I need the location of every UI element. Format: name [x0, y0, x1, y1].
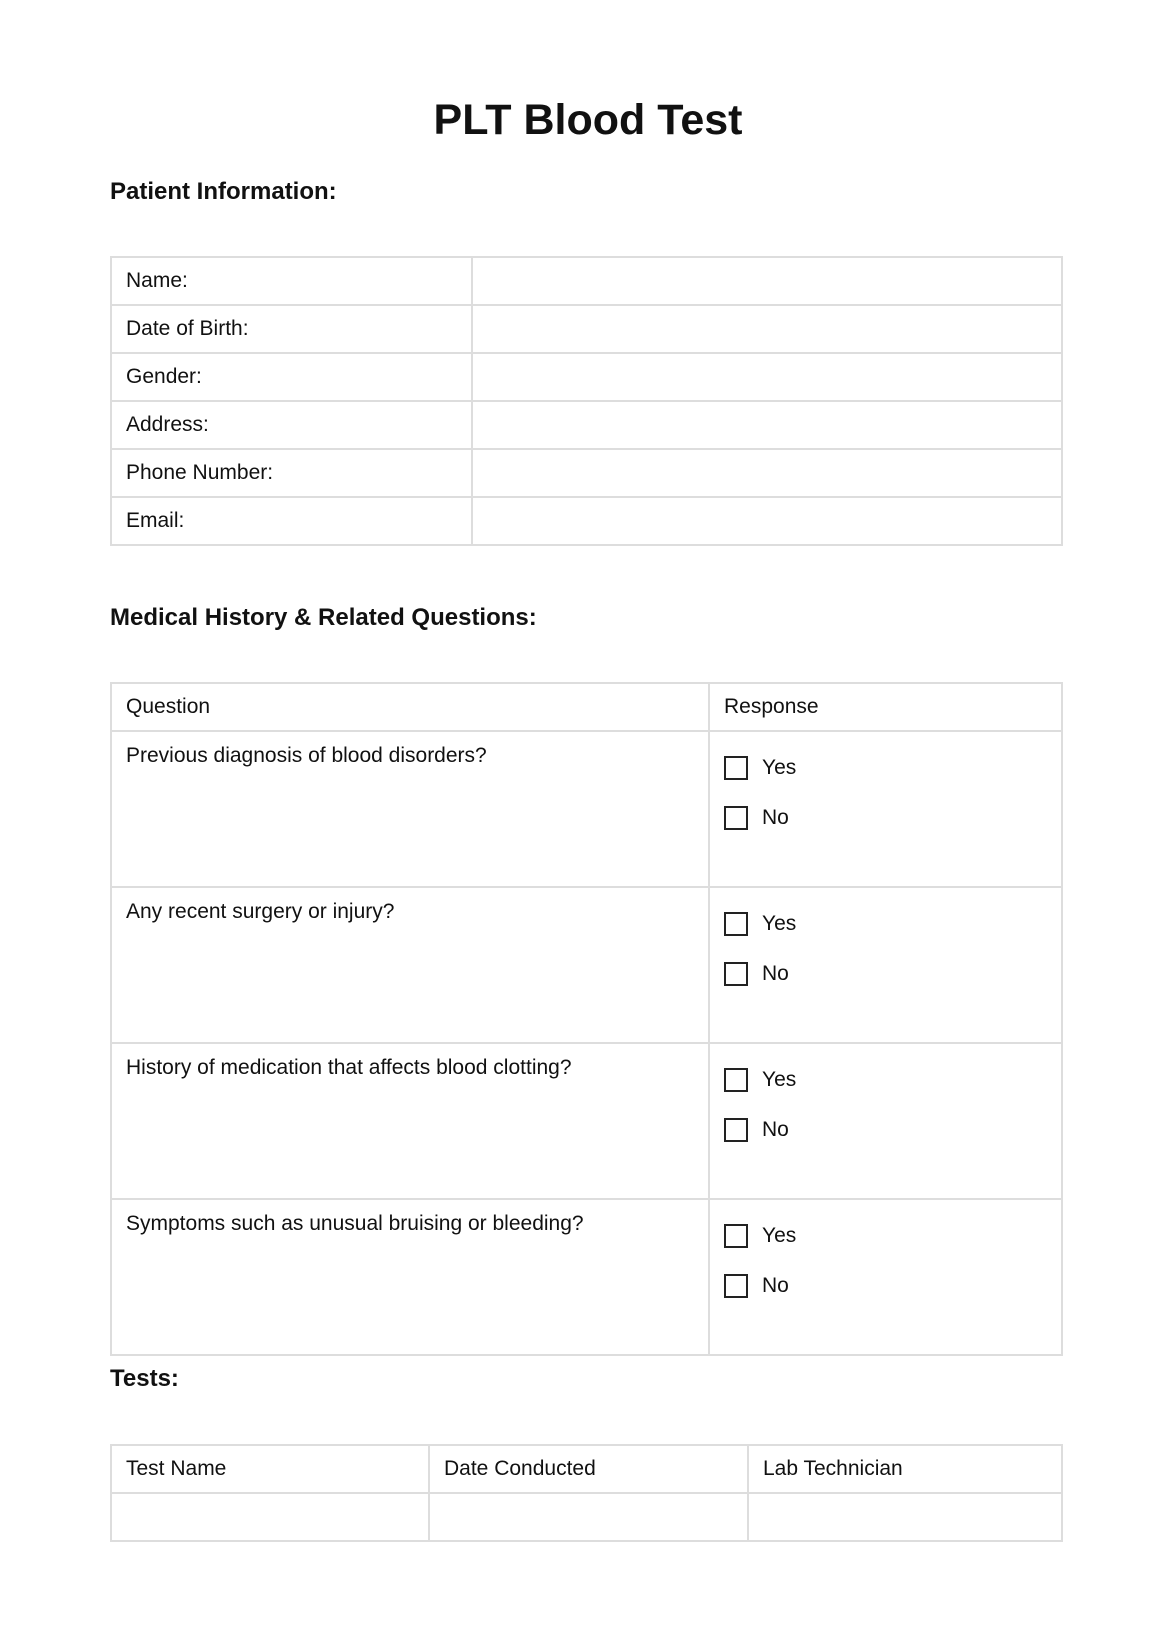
yes-option[interactable] [724, 1222, 1047, 1250]
address-field[interactable] [472, 401, 1062, 449]
no-label: No [762, 1274, 789, 1297]
lab-technician-field[interactable] [748, 1493, 1062, 1541]
yes-label: Yes [762, 912, 797, 935]
checkbox-icon[interactable] [724, 806, 748, 830]
table-row [111, 887, 1062, 1043]
checkbox-icon[interactable] [724, 1224, 748, 1248]
gender-field[interactable] [472, 353, 1062, 401]
yes-option[interactable] [724, 1066, 1047, 1094]
lab-technician-header: Lab Technician [748, 1445, 1062, 1493]
question-text: Any recent surgery or injury? [111, 887, 709, 1043]
field-label: Address: [111, 401, 472, 449]
checkbox-icon[interactable] [724, 756, 748, 780]
medical-history-table [110, 682, 1063, 1356]
field-label: Date of Birth: [111, 305, 472, 353]
checkbox-icon[interactable] [724, 962, 748, 986]
question-text: History of medication that affects blood clotting? [111, 1043, 709, 1199]
no-option[interactable] [724, 1116, 1047, 1144]
response-header: Response [709, 683, 1062, 731]
email-field[interactable] [472, 497, 1062, 545]
phone-field[interactable] [472, 449, 1062, 497]
date-conducted-field[interactable] [429, 1493, 748, 1541]
response-cell [709, 887, 1062, 1043]
checkbox-icon[interactable] [724, 1118, 748, 1142]
checkbox-icon[interactable] [724, 1068, 748, 1092]
question-header: Question [111, 683, 709, 731]
field-label: Email: [111, 497, 472, 545]
yes-label: Yes [762, 1068, 797, 1091]
yes-label: Yes [762, 756, 797, 779]
no-label: No [762, 962, 789, 985]
yes-label: Yes [762, 1224, 797, 1247]
no-option[interactable] [724, 1272, 1047, 1300]
checkbox-icon[interactable] [724, 1274, 748, 1298]
patient-info-heading: Patient Information: [110, 178, 337, 205]
tests-table [110, 1444, 1063, 1542]
response-cell [709, 731, 1062, 887]
table-header-row [111, 1445, 1062, 1493]
table-row [111, 353, 1062, 401]
table-row [111, 449, 1062, 497]
table-row [111, 1199, 1062, 1355]
table-row [111, 401, 1062, 449]
response-cell [709, 1199, 1062, 1355]
table-row [111, 497, 1062, 545]
yes-option[interactable] [724, 910, 1047, 938]
table-row [111, 1493, 1062, 1541]
table-row [111, 305, 1062, 353]
dob-field[interactable] [472, 305, 1062, 353]
table-row [111, 731, 1062, 887]
date-conducted-header: Date Conducted [429, 1445, 748, 1493]
table-row [111, 257, 1062, 305]
field-label: Phone Number: [111, 449, 472, 497]
checkbox-icon[interactable] [724, 912, 748, 936]
field-label: Gender: [111, 353, 472, 401]
no-option[interactable] [724, 960, 1047, 988]
no-option[interactable] [724, 804, 1047, 832]
test-name-header: Test Name [111, 1445, 429, 1493]
medical-history-heading: Medical History & Related Questions: [110, 604, 537, 631]
name-field[interactable] [472, 257, 1062, 305]
table-row [111, 1043, 1062, 1199]
no-label: No [762, 806, 789, 829]
field-label: Name: [111, 257, 472, 305]
test-name-field[interactable] [111, 1493, 429, 1541]
yes-option[interactable] [724, 754, 1047, 782]
no-label: No [762, 1118, 789, 1141]
question-text: Previous diagnosis of blood disorders? [111, 731, 709, 887]
tests-heading: Tests: [110, 1365, 179, 1392]
patient-info-table [110, 256, 1063, 546]
page-title: PLT Blood Test [433, 96, 743, 144]
question-text: Symptoms such as unusual bruising or bleeding? [111, 1199, 709, 1355]
response-cell [709, 1043, 1062, 1199]
table-header-row [111, 683, 1062, 731]
